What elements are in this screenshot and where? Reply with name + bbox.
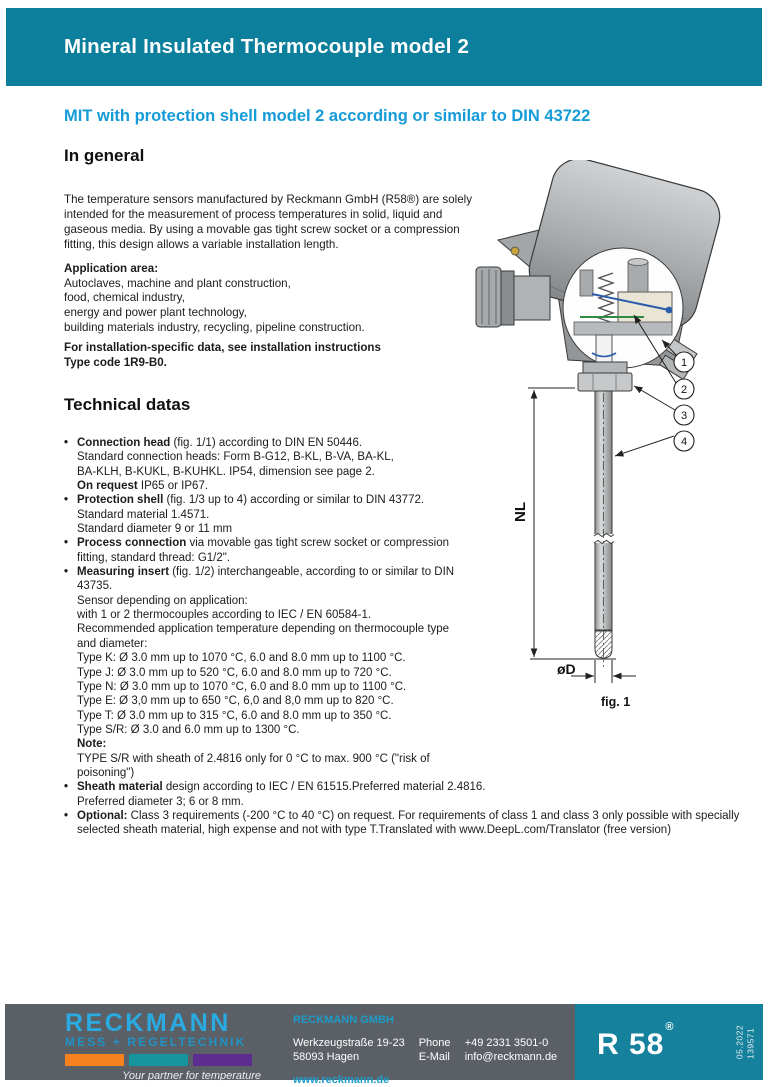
text-line: fitting, standard thread: G1/2". [77, 551, 231, 564]
text-line: Connection head (fig. 1/1) according to DIN EN 50446. [77, 437, 363, 449]
figure-label: fig. 1 [601, 695, 631, 709]
svg-text:1: 1 [680, 356, 688, 369]
collar [583, 362, 627, 373]
bullet-marker: • [64, 781, 69, 794]
header-bar [6, 8, 762, 86]
text-line: and diameter: [77, 637, 148, 650]
thermocouple-figure [468, 160, 768, 722]
r58-logo: R 58® [597, 1021, 675, 1061]
callout-3 [674, 405, 694, 425]
text-line: Standard connection heads: Form B-G12, B-KL, B-VA, BA-KL, [77, 451, 394, 464]
text-line: 43735. [77, 580, 113, 593]
text-line: TYPE S/R with sheath of 2.4816 only for 0 °C to max. 900 °C ("risk of [77, 752, 430, 765]
technical-bullet-item [64, 780, 766, 809]
callout-1 [674, 352, 694, 372]
svg-text:4: 4 [680, 435, 688, 448]
revision-date: 05.2022 [734, 1024, 745, 1060]
text-line: Recommended application temperature depending on thermocouple type [77, 623, 450, 636]
text-line: The temperature sensors manufactured by Reckmann GmbH (R58®) are solely [64, 193, 473, 206]
logo-tagline: Your partner for temperature [122, 1070, 261, 1082]
logo-bar-orange [65, 1054, 124, 1066]
cutaway-view [563, 248, 683, 368]
text-line: Protection shell (fig. 1/3 up to 4) according or similar to DIN 43772. [77, 494, 425, 507]
text-line: Type K: Ø 3.0 mm up to 1070 °C, 6.0 and 8.0 mm up to 1100 °C. [77, 652, 406, 665]
text-line: Standard diameter 9 or 11 mm [77, 523, 233, 536]
document-subtitle: MIT with protection shell model 2 according or similar to DIN 43722 [64, 107, 591, 125]
text-line: Type J: Ø 3.0 mm up to 520 °C, 6.0 and 8.0 mm up to 720 °C. [77, 666, 392, 679]
installation-note [64, 341, 381, 370]
callout-4 [674, 431, 694, 451]
logo-subline: MESS + REGELTECHNIK [65, 1035, 247, 1049]
text-line: food, chemical industry, [64, 291, 185, 305]
logo-color-bars [65, 1054, 261, 1066]
phone-label: Phone [418, 1037, 451, 1049]
text-line: Sensor depending on application: [77, 594, 248, 607]
logo-bar-teal [129, 1054, 188, 1066]
logo-wordmark: RECKMANN [65, 1009, 231, 1037]
bullet-marker: • [64, 566, 69, 579]
document-revision [735, 1025, 756, 1059]
text-line: Autoclaves, machine and plant construction, [64, 276, 291, 290]
cable-gland [476, 267, 550, 327]
diameter-label: øD [557, 661, 576, 677]
company-info [293, 1013, 557, 1087]
application-area-label: Application area: [64, 262, 159, 275]
text-line: with 1 or 2 thermocouples according to IEC / EN 60584-1. [77, 609, 372, 622]
phone-number: +49 2331 3501-0 [464, 1037, 549, 1049]
bracket-screw [511, 247, 519, 255]
email-address: info@reckmann.de [464, 1051, 558, 1063]
reckmann-logo [65, 1011, 261, 1082]
section-heading-technical-datas: Technical datas [64, 395, 191, 414]
text-line: Measuring insert (fig. 1/2) interchangeable, according to or similar to DIN [77, 566, 455, 579]
registered-mark: ® [665, 1021, 675, 1033]
website-link[interactable]: www.reckmann.de [293, 1074, 390, 1086]
intro-paragraph [64, 192, 472, 252]
svg-text:2: 2 [680, 383, 688, 396]
text-line: energy and power plant technology, [64, 306, 247, 320]
text-line: gaseous media. By using a movable gas tight screw socket or a compression [64, 223, 460, 236]
text-line: BA-KLH, B-KUKL, B-KUHKL. IP54, dimension see page 2. [77, 465, 375, 478]
revision-number: 139571 [745, 1027, 755, 1060]
address-line-1: Werkzeugstraße 19-23 [293, 1037, 405, 1049]
diameter-dimension [571, 660, 636, 683]
text-line: On request IP65 or IP67. [77, 480, 209, 493]
company-address [293, 1036, 405, 1064]
address-line-2: 58093 Hagen [293, 1051, 360, 1063]
text-line: Standard material 1.4571. [77, 508, 210, 521]
r58-brand-box [575, 1004, 763, 1080]
page-title: Mineral Insulated Thermocouple model 2 [64, 35, 470, 58]
text-line: Type N: Ø 3.0 mm up to 1070 °C, 6.0 and 8.0 mm up to 1100 °C. [77, 680, 407, 693]
text-line: building materials industry, recycling, pipeline construction. [64, 320, 365, 334]
text-line: Note: [77, 738, 107, 751]
text-line: selected sheath material, high expense and not with type T.Translated with www.DeepL.com/Translator (free version) [77, 824, 672, 837]
nl-label: NL [512, 502, 529, 522]
bullet-marker: • [64, 437, 69, 449]
text-line: Type E: Ø 3,0 mm up to 650 °C, 6,0 and 8,0 mm up to 820 °C. [77, 695, 394, 708]
callout-2 [674, 379, 694, 399]
logo-bar-purple [193, 1054, 252, 1066]
application-area-block [64, 262, 365, 336]
text-line: Preferred diameter 3; 6 or 8 mm. [77, 795, 244, 808]
text-line: poisoning") [77, 766, 135, 779]
text-line: Optional: Class 3 requirements (-200 °C to 40 °C) on request. For requirements of class 1 and class 3 only possible with specially [77, 809, 740, 822]
text-line: Process connection via movable gas tight screw socket or compression [77, 537, 449, 550]
text-line: intended for the measurement of process temperatures in solid, liquid and [64, 208, 443, 221]
text-line: fitting, this design allows a variable installation length. [64, 238, 339, 251]
text-line: Type code 1R9-B0. [64, 355, 167, 369]
protection-shell-tube [593, 391, 615, 667]
email-label: E-Mail [418, 1051, 450, 1063]
application-area-list [64, 277, 365, 336]
bullet-marker: • [64, 494, 69, 507]
technical-bullet-item [64, 809, 766, 838]
svg-text:3: 3 [680, 409, 688, 422]
hex-nut [578, 373, 632, 391]
thermocouple-drawing [468, 160, 768, 722]
bullet-marker: • [64, 809, 69, 822]
text-line: Sheath material design according to IEC / EN 61515.Preferred material 2.4816. [77, 781, 486, 794]
bullet-marker: • [64, 537, 69, 550]
text-line: Type T: Ø 3.0 mm up to 315 °C, 6.0 and 8.0 mm up to 350 °C. [77, 709, 392, 722]
text-line: For installation-specific data, see installation instructions [64, 341, 381, 354]
text-line: Type S/R: Ø 3.0 and 6.0 mm up to 1300 °C. [77, 723, 300, 736]
company-name: RECKMANN GMBH [293, 1014, 394, 1026]
footer-bar [5, 1004, 763, 1086]
section-heading-in-general: In general [64, 146, 145, 165]
